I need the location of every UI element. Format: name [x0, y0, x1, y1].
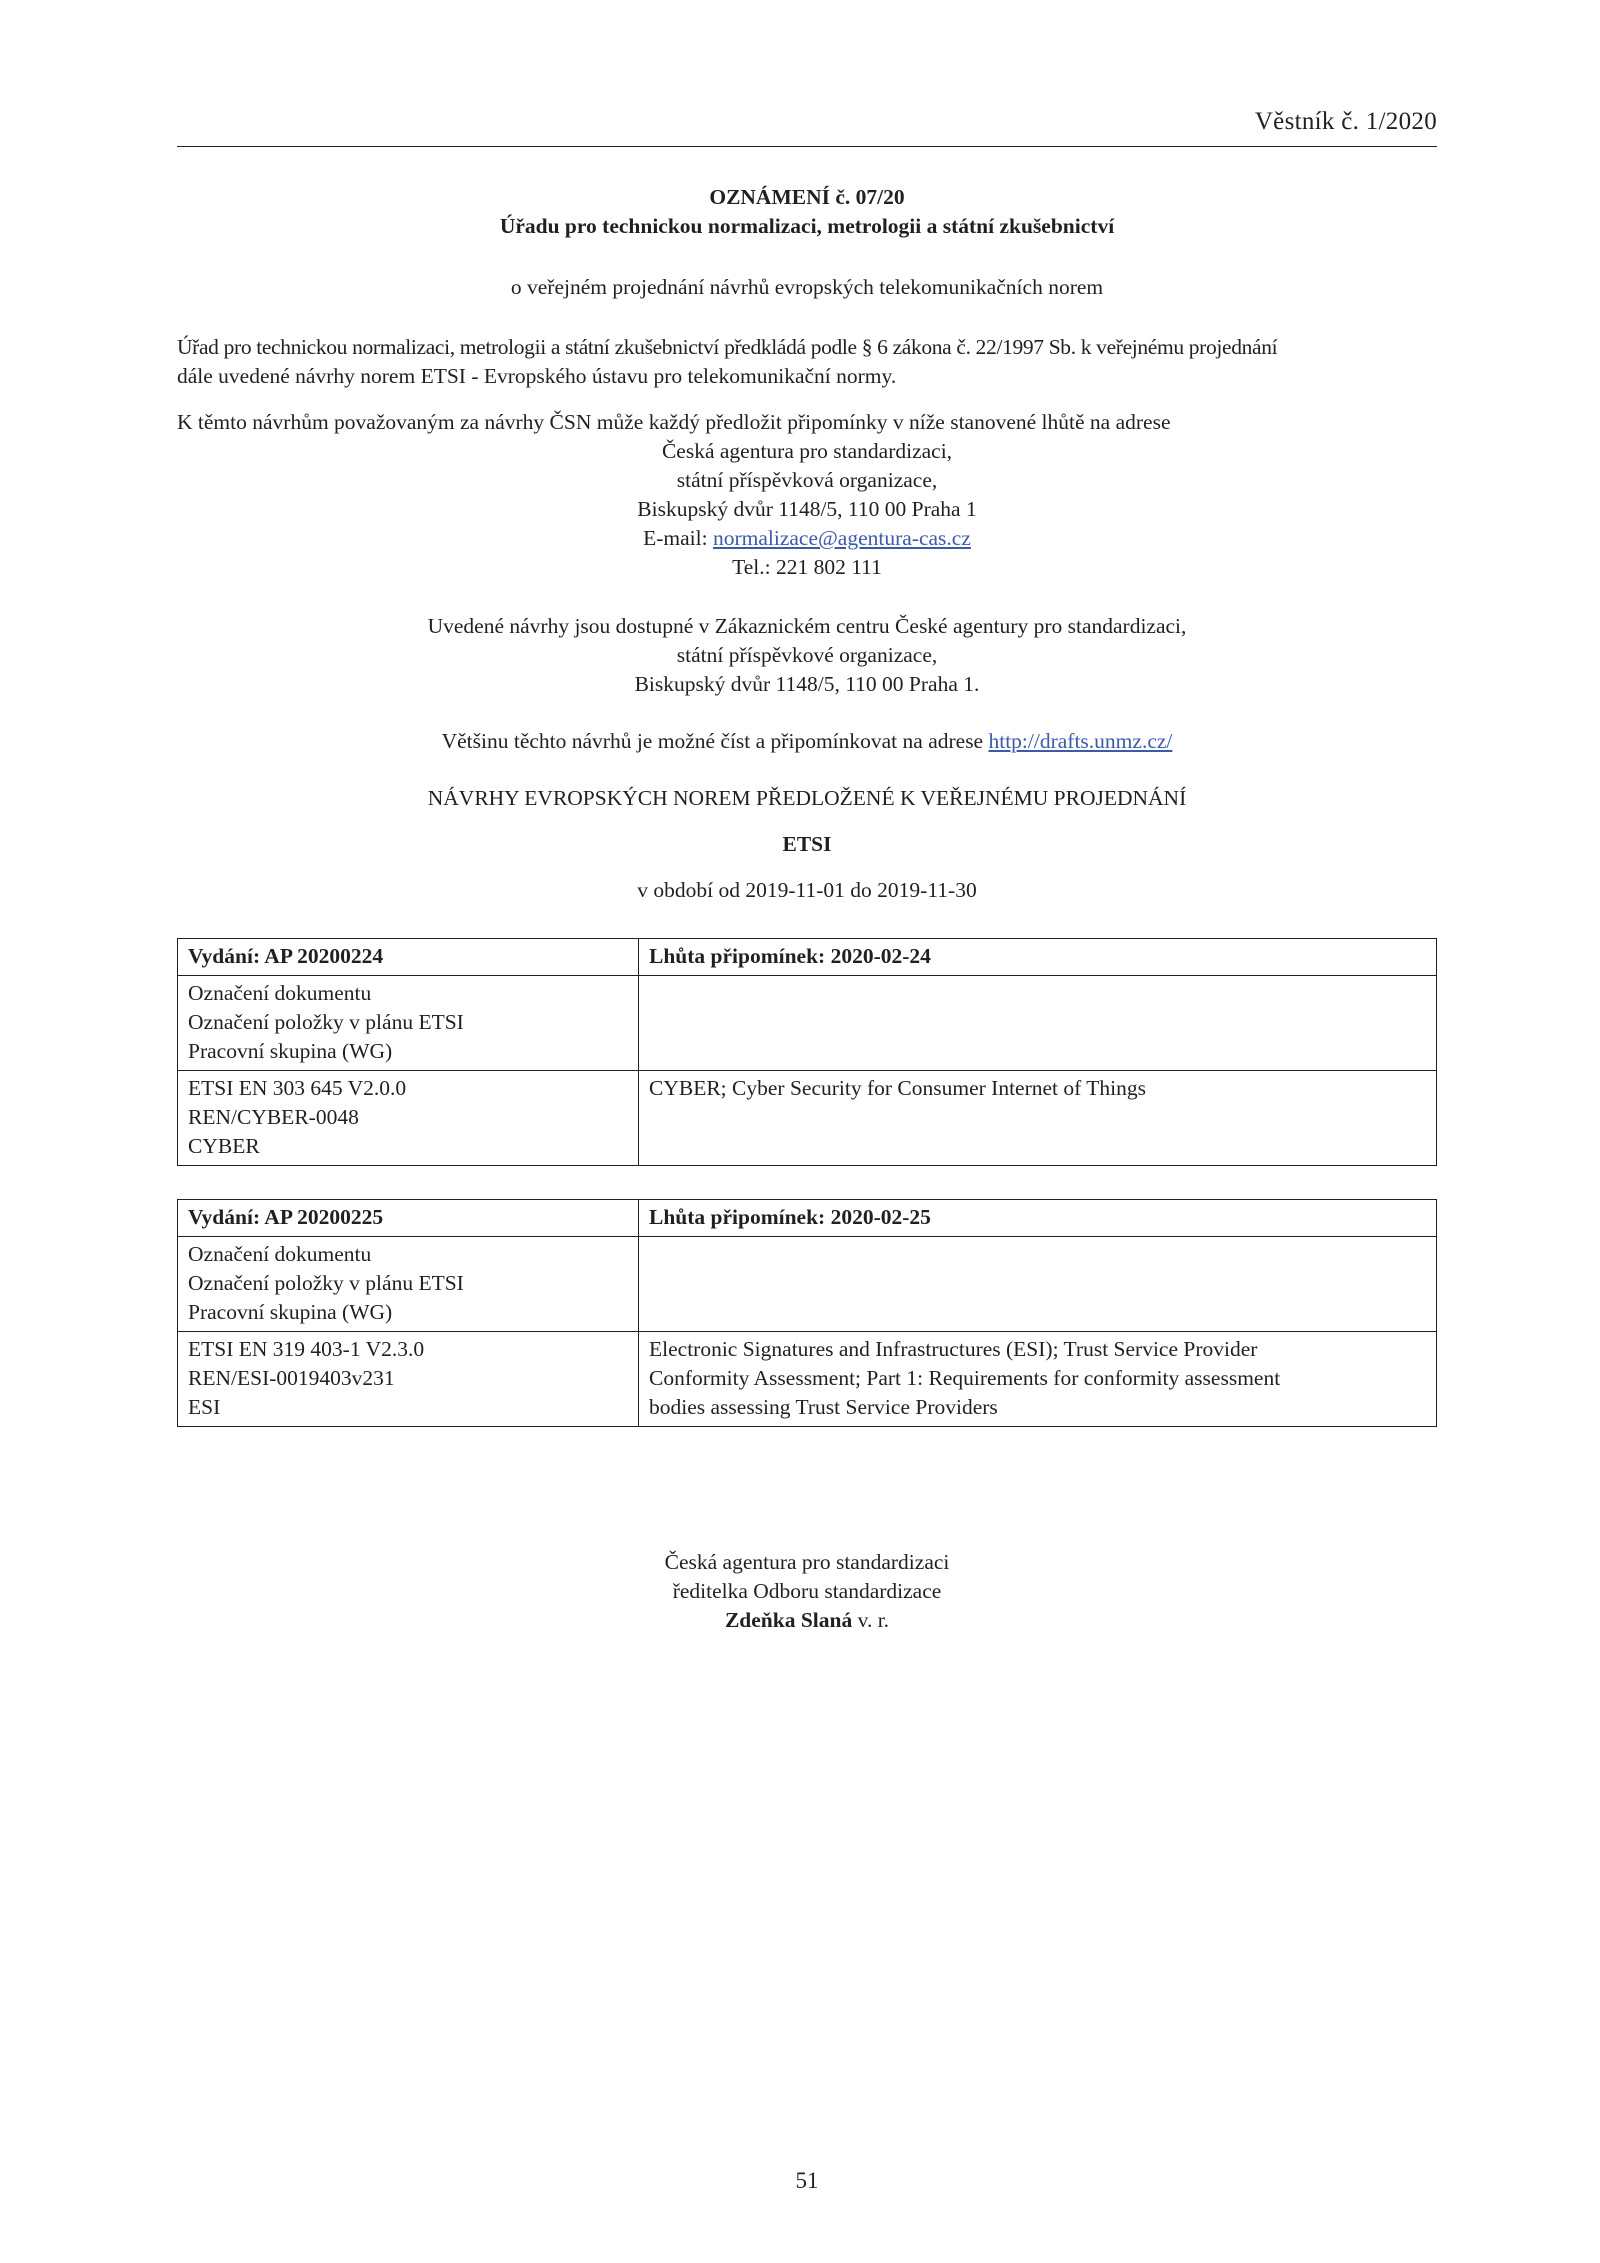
- value-document-designation: ETSI EN 303 645 V2.0.0: [188, 1076, 407, 1100]
- label-document-designation: Označení dokumentu: [188, 1242, 372, 1266]
- table-values-row: [178, 1332, 1437, 1427]
- period: v období od 2019-11-01 do 2019-11-30: [637, 878, 977, 902]
- labels-cell: [178, 1237, 639, 1332]
- standard-table-1: [177, 938, 1437, 1166]
- value-working-group: ESI: [188, 1395, 221, 1419]
- online-drafts-line: [177, 727, 1437, 756]
- document-title-line: CYBER; Cyber Security for Consumer Internet of Things: [649, 1076, 1147, 1100]
- notice-title: OZNÁMENÍ č. 07/20: [709, 185, 905, 209]
- address-email-line: [177, 524, 1437, 553]
- value-plan-item: REN/ESI-0019403v231: [188, 1366, 395, 1390]
- page-number: 51: [795, 2168, 819, 2193]
- empty-cell: [639, 976, 1437, 1071]
- values-cell: [178, 1332, 639, 1427]
- label-document-designation: Označení dokumentu: [188, 981, 372, 1005]
- table-header-row: [178, 939, 1437, 976]
- deadline-cell: Lhůta připomínek: 2020-02-24: [639, 939, 1437, 976]
- document-title-cell: [639, 1332, 1437, 1427]
- intro-line-1: Úřad pro technickou normalizaci, metrologii a státní zkušebnictví předkládá podle § 6 zákona č. 22/1997 Sb. k veřejnému projednání: [177, 335, 1278, 359]
- deadline-cell: Lhůta připomínek: 2020-02-25: [639, 1200, 1437, 1237]
- availability-line-1: Uvedené návrhy jsou dostupné v Zákaznickém centru České agentury pro standardizaci,: [427, 614, 1187, 638]
- standard-table-2: [177, 1199, 1437, 1427]
- signature-line: [177, 1606, 1437, 1635]
- document-title-line: Electronic Signatures and Infrastructures (ESI); Trust Service Provider: [649, 1337, 1258, 1361]
- table-labels-row: [178, 976, 1437, 1071]
- address-street: Biskupský dvůr 1148/5, 110 00 Praha 1: [637, 497, 977, 521]
- label-working-group: Pracovní skupina (WG): [188, 1300, 393, 1324]
- intro-line-2: dále uvedené návrhy norem ETSI - Evropského ústavu pro telekomunikační normy.: [177, 364, 897, 388]
- comments-intro: K těmto návrhům považovaným za návrhy ČSN může každý předložit připomínky v níže stanovené lhůtě na adrese: [177, 410, 1171, 434]
- label-plan-item: Označení položky v plánu ETSI: [188, 1271, 464, 1295]
- edition-cell: Vydání: AP 20200225: [178, 1200, 639, 1237]
- table-labels-row: [178, 1237, 1437, 1332]
- table-header-row: [178, 1200, 1437, 1237]
- edition-cell: Vydání: AP 20200224: [178, 939, 639, 976]
- values-cell: [178, 1071, 639, 1166]
- email-link[interactable]: normalizace@agentura-cas.cz: [712, 526, 971, 550]
- signature-role: ředitelka Odboru standardizace: [672, 1579, 942, 1603]
- email-label: E-mail:: [643, 526, 713, 550]
- labels-cell: [178, 976, 639, 1071]
- address-org-type: státní příspěvková organizace,: [676, 468, 938, 492]
- notice-subject: o veřejném projednání návrhů evropských telekomunikačních norem: [510, 275, 1104, 299]
- value-document-designation: ETSI EN 319 403-1 V2.3.0: [188, 1337, 425, 1361]
- document-title-line: Conformity Assessment; Part 1: Requirements for conformity assessment: [649, 1366, 1281, 1390]
- header-rule: [177, 146, 1437, 147]
- notice-issuer: Úřadu pro technickou normalizaci, metrologii a státní zkušebnictví: [499, 214, 1115, 238]
- label-working-group: Pracovní skupina (WG): [188, 1039, 393, 1063]
- empty-cell: [639, 1237, 1437, 1332]
- value-plan-item: REN/CYBER-0048: [188, 1105, 359, 1129]
- drafts-link[interactable]: http://drafts.unmz.cz/: [988, 729, 1173, 753]
- availability-line-2: státní příspěvkové organizace,: [676, 643, 938, 667]
- signature-org: Česká agentura pro standardizaci: [664, 1550, 950, 1574]
- availability-line-3: Biskupský dvůr 1148/5, 110 00 Praha 1.: [634, 672, 980, 696]
- section-heading: NÁVRHY EVROPSKÝCH NOREM PŘEDLOŽENÉ K VEŘEJNÉMU PROJEDNÁNÍ: [427, 786, 1187, 810]
- value-working-group: CYBER: [188, 1134, 260, 1158]
- signature-suffix: v. r.: [852, 1608, 890, 1632]
- document-title-line: bodies assessing Trust Service Providers: [649, 1395, 998, 1419]
- online-text: Většinu těchto návrhů je možné číst a připomínkovat na adrese: [441, 729, 989, 753]
- address-phone: Tel.: 221 802 111: [732, 555, 882, 579]
- org-name: ETSI: [782, 832, 832, 856]
- document-title-cell: [639, 1071, 1437, 1166]
- label-plan-item: Označení položky v plánu ETSI: [188, 1010, 464, 1034]
- address-org: Česká agentura pro standardizaci,: [661, 439, 953, 463]
- table-values-row: [178, 1071, 1437, 1166]
- signature-name: Zdeňka Slaná: [724, 1608, 853, 1632]
- journal-header: Věstník č. 1/2020: [1254, 108, 1437, 135]
